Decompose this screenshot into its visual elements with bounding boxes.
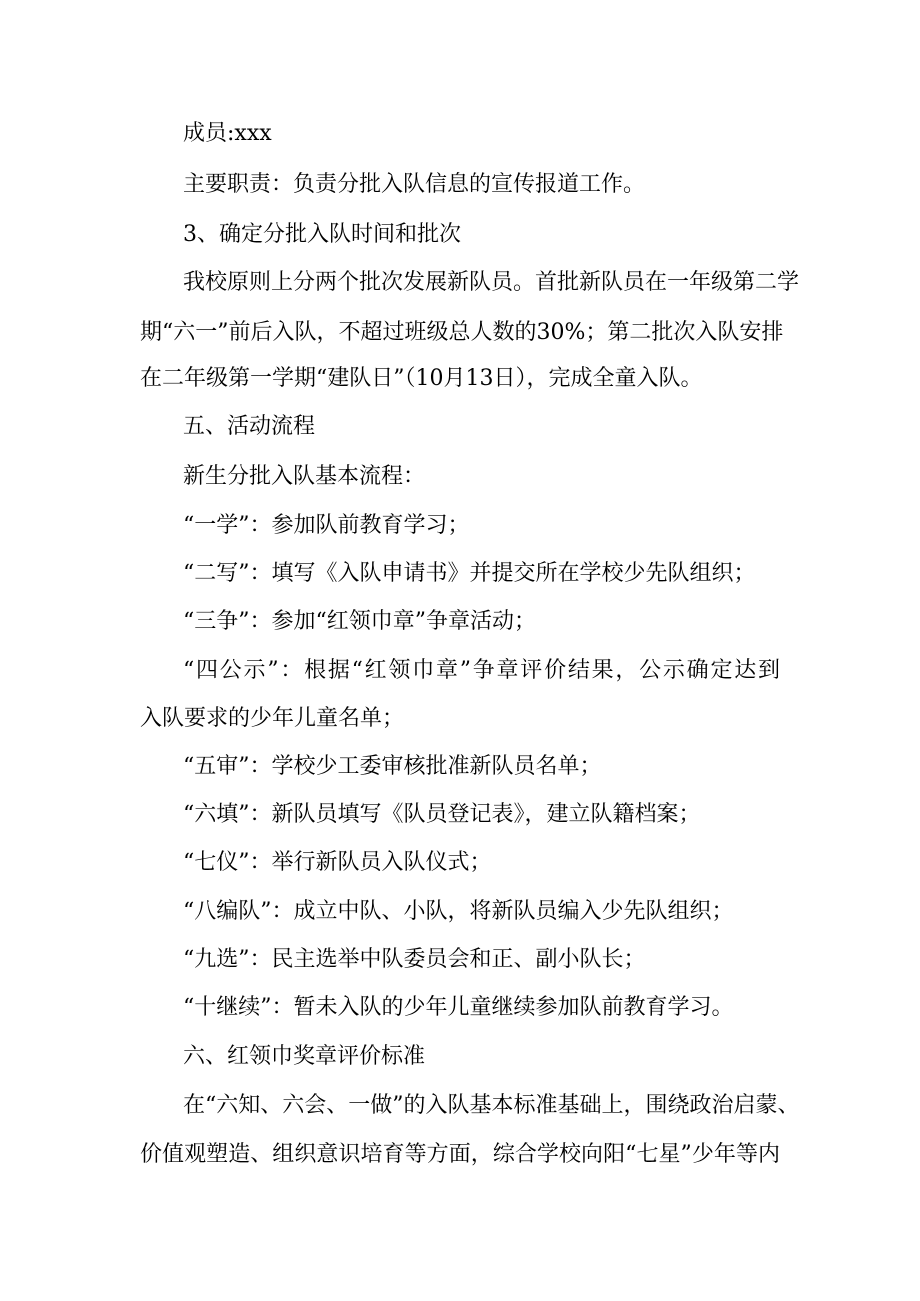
flow-step-9: “九选”：民主选举中队委员会和正、副小队长； bbox=[183, 947, 646, 972]
flow-step-10: “十继续”：暂未入队的少年儿童继续参加队前教育学习。 bbox=[183, 995, 734, 1020]
flow-step-3: “三争”：参加“红领巾章”争章活动； bbox=[183, 609, 536, 634]
flow-step-8: “八编队”：成立中队、小队，将新队员编入少先队组织； bbox=[183, 899, 734, 924]
section-heading-3: 3、确定分批入队时间和批次 bbox=[183, 222, 461, 247]
flow-step-2: “二写”：填写《入队申请书》并提交所在学校少先队组织； bbox=[183, 561, 756, 586]
section-heading-6: 六、红领巾奖章评价标准 bbox=[183, 1044, 426, 1069]
section-heading-5: 五、活动流程 bbox=[183, 414, 316, 439]
paragraph-line: 价值观塑造、组织意识培育等方面，综合学校向阳“七星”少年等内 bbox=[140, 1142, 780, 1167]
flow-step-4: “四公示”：根据“红领巾章”争章评价结果，公示确定达到 bbox=[183, 658, 780, 683]
members-line: 成员:xxx bbox=[183, 121, 272, 146]
flow-step-1: “一学”：参加队前教育学习； bbox=[183, 513, 470, 538]
paragraph-line: 在二年级第一学期“建队日”（10月13日），完成全童入队。 bbox=[140, 366, 703, 391]
duty-line: 主要职责：负责分批入队信息的宣传报道工作。 bbox=[183, 172, 646, 197]
flow-step-5: “五审”：学校少工委审核批准新队员名单； bbox=[183, 754, 602, 779]
paragraph-line: 我校原则上分两个批次发展新队员。首批新队员在一年级第二学 bbox=[183, 270, 800, 295]
flow-intro-line: 新生分批入队基本流程： bbox=[183, 464, 426, 489]
flow-step-6: “六填”：新队员填写《队员登记表》，建立队籍档案； bbox=[183, 802, 701, 827]
paragraph-line: 期“六一”前后入队，不超过班级总人数的30%；第二批次入队安排 bbox=[140, 320, 784, 345]
flow-step-4-cont: 入队要求的少年儿童名单； bbox=[140, 706, 405, 731]
flow-step-7: “七仪”：举行新队员入队仪式； bbox=[183, 850, 492, 875]
paragraph-line: 在“六知、六会、一做”的入队基本标准基础上，围绕政治启蒙、 bbox=[183, 1093, 800, 1118]
